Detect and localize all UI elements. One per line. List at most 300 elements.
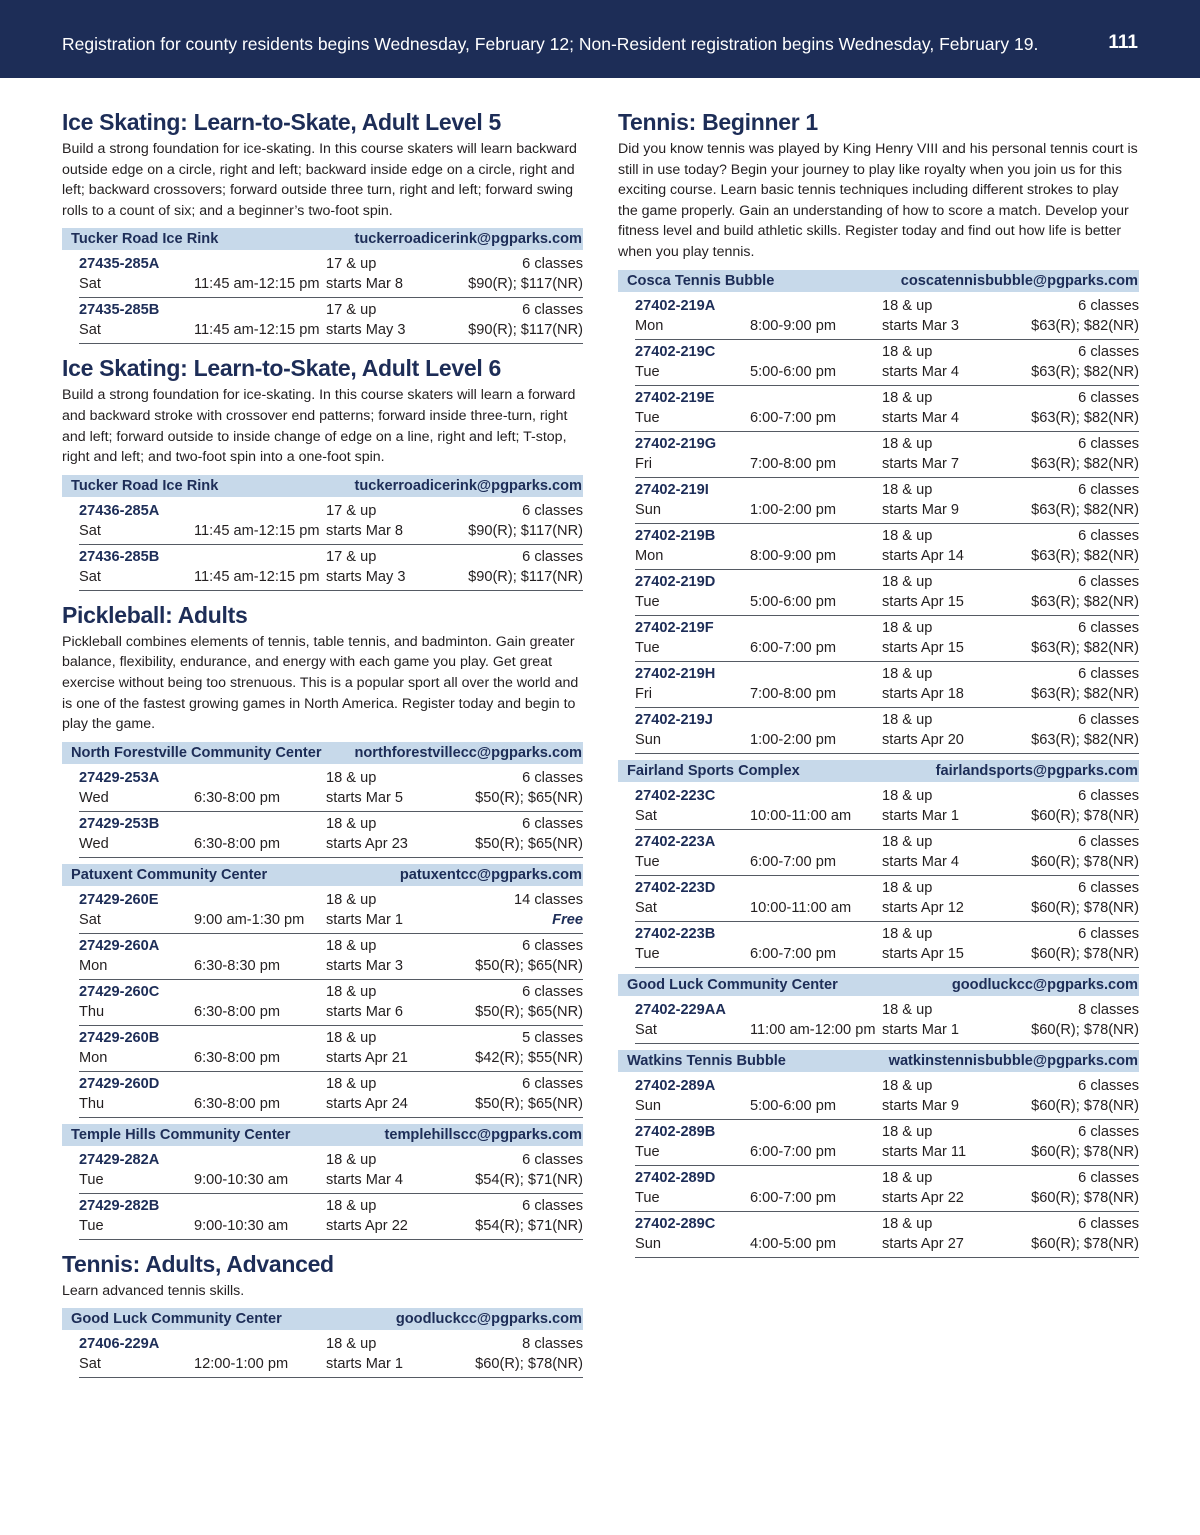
session-day: Wed [79, 835, 109, 852]
course-code: 27402-223C [635, 787, 716, 804]
session-day: Sat [79, 322, 101, 339]
course-code: 27429-253A [79, 769, 160, 786]
location-email-link[interactable]: coscatennisbubble@pgparks.com [900, 272, 1138, 289]
session-day: Sat [635, 1021, 657, 1038]
session-day: Sat [79, 911, 101, 928]
session-time: 4:00-5:00 pm [750, 1235, 836, 1252]
session-time: 6:30-8:00 pm [194, 1095, 280, 1112]
class-count: 6 classes [522, 256, 583, 273]
session-fee: $60(R); $78(NR) [1031, 945, 1139, 962]
age-range: 18 & up [882, 435, 933, 452]
age-range: 18 & up [326, 891, 377, 908]
session-day: Sat [635, 899, 657, 916]
session-row [79, 888, 583, 934]
session-fee: $50(R); $65(NR) [475, 789, 583, 806]
class-count: 6 classes [1078, 833, 1139, 850]
session-time: 6:00-7:00 pm [750, 1189, 836, 1206]
class-count: 6 classes [1078, 343, 1139, 360]
session-fee: $60(R); $78(NR) [1031, 1097, 1139, 1114]
session-fee: $60(R); $78(NR) [1031, 807, 1139, 824]
session-day: Tue [79, 1171, 104, 1188]
session-time: 8:00-9:00 pm [750, 317, 836, 334]
age-range: 18 & up [882, 389, 933, 406]
location-header [62, 1308, 583, 1330]
age-range: 18 & up [326, 769, 377, 786]
class-count: 6 classes [1078, 481, 1139, 498]
session-time: 5:00-6:00 pm [750, 363, 836, 380]
course-code: 27402-229AA [635, 1001, 726, 1018]
location-email-link[interactable]: goodluckcc@pgparks.com [395, 1311, 582, 1328]
course-code: 27402-289B [635, 1123, 716, 1140]
course-title: Ice Skating: Learn-to-Skate, Adult Level 6 [62, 355, 501, 382]
session-fee: $60(R); $78(NR) [1031, 1021, 1139, 1038]
location-email-link[interactable]: northforestvillecc@pgparks.com [354, 744, 582, 761]
course-title: Pickleball: Adults [62, 601, 248, 628]
age-range: 18 & up [882, 619, 933, 636]
location-email-link[interactable]: tuckerroadicerink@pgparks.com [354, 231, 582, 248]
session-fee: Free [552, 911, 583, 928]
start-date: starts Mar 8 [326, 522, 404, 539]
start-date: starts May 3 [326, 322, 406, 339]
location-header [62, 1124, 583, 1146]
course-code: 27402-219B [635, 527, 716, 544]
age-range: 18 & up [882, 665, 933, 682]
session-time: 5:00-6:00 pm [750, 593, 836, 610]
start-date: starts Apr 22 [326, 1217, 408, 1234]
class-count: 6 classes [1078, 619, 1139, 636]
location-name: Fairland Sports Complex [627, 762, 800, 779]
course-code: 27402-289D [635, 1169, 716, 1186]
class-count: 14 classes [514, 891, 583, 908]
session-fee: $60(R); $78(NR) [1031, 899, 1139, 916]
session-day: Sat [635, 807, 657, 824]
session-row [635, 876, 1139, 922]
session-row [635, 922, 1139, 968]
class-count: 8 classes [522, 1336, 583, 1353]
start-date: starts Apr 21 [326, 1049, 408, 1066]
session-day: Tue [635, 639, 660, 656]
session-list [618, 784, 1139, 968]
class-count: 6 classes [522, 502, 583, 519]
location-name: Tucker Road Ice Rink [71, 231, 219, 248]
class-count: 6 classes [1078, 711, 1139, 728]
start-date: starts Apr 27 [882, 1235, 964, 1252]
age-range: 18 & up [882, 1169, 933, 1186]
location-email-link[interactable]: goodluckcc@pgparks.com [951, 976, 1138, 993]
start-date: starts Mar 1 [326, 1356, 404, 1373]
location-header [618, 270, 1139, 292]
start-date: starts May 3 [326, 568, 406, 585]
session-fee: $63(R); $82(NR) [1031, 501, 1139, 518]
location-header [618, 974, 1139, 996]
class-count: 6 classes [522, 769, 583, 786]
course-code: 27406-229A [79, 1336, 160, 1353]
session-fee: $63(R); $82(NR) [1031, 455, 1139, 472]
session-day: Sun [635, 501, 661, 518]
course-description: Learn advanced tennis skills. [62, 1282, 245, 1299]
session-fee: $60(R); $78(NR) [1031, 853, 1139, 870]
session-day: Fri [635, 455, 653, 472]
session-day: Tue [635, 1189, 660, 1206]
session-list [618, 1074, 1139, 1258]
session-fee: $50(R); $65(NR) [475, 957, 583, 974]
session-row [79, 298, 583, 344]
class-count: 6 classes [1078, 1215, 1139, 1232]
age-range: 18 & up [882, 1123, 933, 1140]
course-code: 27435-285A [79, 256, 160, 273]
session-day: Sat [79, 568, 101, 585]
session-fee: $54(R); $71(NR) [475, 1171, 583, 1188]
start-date: starts Mar 6 [326, 1003, 404, 1020]
age-range: 18 & up [326, 937, 377, 954]
session-day: Sat [79, 1356, 101, 1373]
course-code: 27402-219E [635, 389, 715, 406]
age-range: 18 & up [882, 879, 933, 896]
start-date: starts Apr 22 [882, 1189, 964, 1206]
course-code: 27429-253B [79, 815, 160, 832]
age-range: 17 & up [326, 548, 377, 565]
session-day: Tue [635, 363, 660, 380]
age-range: 17 & up [326, 502, 377, 519]
session-day: Mon [79, 1049, 108, 1066]
session-day: Sun [635, 1097, 661, 1114]
session-row [635, 1212, 1139, 1258]
course-description: Did you know tennis was played by King Henry VIII and his personal tennis court is still in use today? Begin your journey to play like royalty when you join us for this exciting course. Learn basic tennis techniques including different strokes to play the game properly. Gain an understanding of how to score a match. Develop your fitness level and build athletic skills. Register today and find out how life is better when you play tennis. [618, 141, 1138, 260]
session-time: 7:00-8:00 pm [750, 685, 836, 702]
location-email-link[interactable]: watkinstennisbubble@pgparks.com [888, 1052, 1138, 1069]
age-range: 18 & up [882, 1215, 933, 1232]
course-section [62, 601, 583, 1240]
session-fee: $60(R); $78(NR) [475, 1356, 583, 1373]
session-list [618, 998, 1139, 1044]
session-time: 6:30-8:00 pm [194, 1049, 280, 1066]
session-list [62, 1148, 583, 1240]
age-range: 18 & up [882, 573, 933, 590]
start-date: starts Apr 15 [882, 945, 964, 962]
session-fee: $63(R); $82(NR) [1031, 547, 1139, 564]
course-section [62, 1250, 583, 1379]
course-code: 27402-289C [635, 1215, 716, 1232]
age-range: 18 & up [882, 1001, 933, 1018]
session-fee: $63(R); $82(NR) [1031, 593, 1139, 610]
location-header [618, 1050, 1139, 1072]
age-range: 18 & up [882, 787, 933, 804]
session-day: Thu [79, 1095, 105, 1112]
class-count: 6 classes [1078, 297, 1139, 314]
session-fee: $90(R); $117(NR) [468, 568, 583, 585]
session-time: 11:45 am-12:15 pm [194, 276, 320, 293]
session-fee: $60(R); $78(NR) [1031, 1143, 1139, 1160]
session-time: 1:00-2:00 pm [750, 501, 836, 518]
session-fee: $63(R); $82(NR) [1031, 731, 1139, 748]
session-time: 6:30-8:00 pm [194, 789, 280, 806]
start-date: starts Apr 24 [326, 1095, 408, 1112]
age-range: 17 & up [326, 302, 377, 319]
session-day: Mon [79, 957, 108, 974]
registration-banner [0, 0, 1200, 78]
session-row [79, 1072, 583, 1118]
age-range: 18 & up [326, 1151, 377, 1168]
location-name: Cosca Tennis Bubble [627, 272, 775, 289]
session-time: 6:00-7:00 pm [750, 639, 836, 656]
course-code: 27402-219H [635, 665, 716, 682]
session-fee: $50(R); $65(NR) [475, 835, 583, 852]
session-day: Tue [79, 1217, 104, 1234]
session-day: Tue [635, 945, 660, 962]
course-code: 27402-219A [635, 297, 716, 314]
session-day: Wed [79, 789, 109, 806]
location-name: Patuxent Community Center [71, 866, 268, 883]
course-code: 27436-285B [79, 548, 160, 565]
age-range: 17 & up [326, 256, 377, 273]
course-code: 27402-219G [635, 435, 717, 452]
session-row [635, 830, 1139, 876]
session-time: 9:00-10:30 am [194, 1217, 289, 1234]
session-day: Mon [635, 317, 664, 334]
start-date: starts Apr 12 [882, 899, 964, 916]
location-header [62, 742, 583, 764]
session-row [635, 1166, 1139, 1212]
session-time: 1:00-2:00 pm [750, 731, 836, 748]
location-name: Temple Hills Community Center [71, 1126, 291, 1143]
session-time: 10:00-11:00 am [750, 899, 852, 916]
registration-notice: Registration for county residents begins Wednesday, February 12; Non-Resident registration begins Wednesday, February 19. [62, 34, 1039, 54]
class-count: 6 classes [1078, 787, 1139, 804]
start-date: starts Mar 11 [882, 1143, 967, 1160]
start-date: starts Mar 4 [326, 1171, 404, 1188]
session-list [62, 252, 583, 344]
course-title: Ice Skating: Learn-to-Skate, Adult Level 5 [62, 109, 501, 135]
course-description: Build a strong foundation for ice-skating. In this course skaters will learn backward outside edge on a circle, right and left; backward inside edge on a circle, right and left; backward crossovers; forward outside three turn, right and left; forward swing rolls to a count of six; and a beginner’s two-foot spin. [62, 141, 577, 219]
location-header [62, 475, 583, 497]
class-count: 6 classes [522, 1197, 583, 1214]
location-name: North Forestville Community Center [71, 744, 322, 761]
class-count: 6 classes [1078, 879, 1139, 896]
location-email-link[interactable]: tuckerroadicerink@pgparks.com [354, 477, 582, 494]
start-date: starts Mar 3 [882, 317, 960, 334]
session-day: Fri [635, 685, 653, 702]
course-code: 27402-289A [635, 1077, 716, 1094]
course-code: 27402-219D [635, 573, 716, 590]
course-code: 27429-282A [79, 1151, 160, 1168]
start-date: starts Mar 7 [882, 455, 960, 472]
course-code: 27402-223B [635, 925, 716, 942]
class-count: 6 classes [1078, 435, 1139, 452]
course-code: 27402-223D [635, 879, 716, 896]
start-date: starts Apr 14 [882, 547, 964, 564]
session-list [62, 1332, 583, 1378]
class-count: 6 classes [522, 937, 583, 954]
session-list [62, 888, 583, 1118]
course-code: 27429-260D [79, 1075, 160, 1092]
session-fee: $63(R); $82(NR) [1031, 639, 1139, 656]
course-code: 27429-260A [79, 937, 160, 954]
course-description: Build a strong foundation for ice-skating. In this course skaters will learn a forward and backward stroke with crossover end patterns; forward inside three-turn, right and left; forward outside to inside change of edge on a line, right and left; T-stop, right and left; and two-foot spin into a one-foot spin. [62, 387, 576, 466]
course-section [62, 108, 583, 344]
age-range: 18 & up [326, 1197, 377, 1214]
location-email-link[interactable]: fairlandsports@pgparks.com [935, 762, 1138, 779]
start-date: starts Mar 4 [882, 363, 960, 380]
class-count: 6 classes [1078, 1077, 1139, 1094]
start-date: starts Mar 8 [326, 276, 404, 293]
session-fee: $63(R); $82(NR) [1031, 685, 1139, 702]
session-fee: $54(R); $71(NR) [475, 1217, 583, 1234]
course-code: 27429-282B [79, 1197, 160, 1214]
session-row [79, 545, 583, 591]
session-time: 6:30-8:30 pm [194, 957, 280, 974]
session-row [79, 1026, 583, 1072]
session-fee: $63(R); $82(NR) [1031, 317, 1139, 334]
session-time: 5:00-6:00 pm [750, 1097, 836, 1114]
session-row [635, 662, 1139, 708]
session-fee: $63(R); $82(NR) [1031, 409, 1139, 426]
class-count: 6 classes [522, 815, 583, 832]
course-code: 27436-285A [79, 502, 160, 519]
course-section [618, 108, 1139, 1258]
start-date: starts Mar 4 [882, 409, 960, 426]
start-date: starts Apr 15 [882, 593, 964, 610]
age-range: 18 & up [882, 343, 933, 360]
session-row [79, 252, 583, 298]
location-name: Tucker Road Ice Rink [71, 477, 219, 494]
course-code: 27429-260B [79, 1029, 160, 1046]
age-range: 18 & up [326, 1075, 377, 1092]
class-count: 6 classes [522, 1151, 583, 1168]
session-day: Tue [635, 1143, 660, 1160]
class-count: 5 classes [522, 1029, 583, 1046]
class-count: 6 classes [522, 983, 583, 1000]
session-row [79, 1332, 583, 1378]
start-date: starts Mar 1 [326, 911, 404, 928]
session-row [635, 386, 1139, 432]
session-row [79, 1194, 583, 1240]
age-range: 18 & up [882, 481, 933, 498]
class-count: 6 classes [1078, 573, 1139, 590]
class-count: 6 classes [1078, 925, 1139, 942]
session-row [635, 784, 1139, 830]
right-column [618, 108, 1139, 1268]
course-code: 27435-285B [79, 302, 160, 319]
session-fee: $50(R); $65(NR) [475, 1003, 583, 1020]
class-count: 6 classes [522, 548, 583, 565]
left-column [62, 108, 583, 1388]
session-row [635, 478, 1139, 524]
location-email-link[interactable]: templehillscc@pgparks.com [384, 1126, 582, 1143]
session-time: 12:00-1:00 pm [194, 1356, 289, 1373]
session-time: 6:00-7:00 pm [750, 409, 836, 426]
location-name: Good Luck Community Center [71, 1311, 282, 1328]
start-date: starts Mar 4 [882, 853, 960, 870]
location-header [62, 864, 583, 886]
session-time: 11:45 am-12:15 pm [194, 322, 320, 339]
session-day: Sun [635, 731, 661, 748]
session-time: 10:00-11:00 am [750, 807, 852, 824]
course-code: 27402-219I [635, 481, 709, 498]
session-row [635, 570, 1139, 616]
start-date: starts Mar 9 [882, 1097, 960, 1114]
course-code: 27402-219C [635, 343, 716, 360]
start-date: starts Mar 9 [882, 501, 960, 518]
session-day: Sat [79, 522, 101, 539]
session-row [635, 1120, 1139, 1166]
class-count: 6 classes [1078, 1123, 1139, 1140]
course-title: Tennis: Adults, Advanced [62, 1250, 334, 1277]
start-date: starts Apr 20 [882, 731, 964, 748]
session-list [618, 294, 1139, 754]
location-name: Watkins Tennis Bubble [627, 1052, 786, 1069]
session-day: Sat [79, 276, 101, 293]
session-time: 9:00-10:30 am [194, 1171, 289, 1188]
start-date: starts Apr 18 [882, 685, 964, 702]
session-row [79, 766, 583, 812]
session-time: 11:45 am-12:15 pm [194, 568, 320, 585]
start-date: starts Mar 1 [882, 807, 960, 824]
class-count: 6 classes [1078, 389, 1139, 406]
session-row [635, 998, 1139, 1044]
session-row [635, 1074, 1139, 1120]
start-date: starts Mar 5 [326, 789, 404, 806]
session-fee: $42(R); $55(NR) [475, 1049, 583, 1066]
course-code: 27402-219F [635, 619, 714, 636]
session-row [635, 616, 1139, 662]
class-count: 6 classes [1078, 527, 1139, 544]
session-row [79, 1148, 583, 1194]
class-count: 6 classes [522, 302, 583, 319]
session-day: Tue [635, 593, 660, 610]
session-fee: $63(R); $82(NR) [1031, 363, 1139, 380]
session-fee: $90(R); $117(NR) [468, 522, 583, 539]
session-row [635, 294, 1139, 340]
session-row [79, 934, 583, 980]
page-number: 111 [1108, 32, 1138, 53]
session-day: Tue [635, 853, 660, 870]
session-day: Tue [635, 409, 660, 426]
age-range: 18 & up [882, 297, 933, 314]
session-row [635, 432, 1139, 478]
session-time: 6:00-7:00 pm [750, 1143, 836, 1160]
session-time: 6:30-8:00 pm [194, 1003, 280, 1020]
session-row [79, 980, 583, 1026]
session-time: 8:00-9:00 pm [750, 547, 836, 564]
session-row [635, 524, 1139, 570]
course-title: Tennis: Beginner 1 [618, 109, 818, 135]
age-range: 18 & up [882, 711, 933, 728]
session-time: 11:00 am-12:00 pm [750, 1021, 876, 1038]
session-time: 9:00 am-1:30 pm [194, 911, 305, 928]
location-header [62, 228, 583, 250]
course-description: Pickleball combines elements of tennis, table tennis, and badminton. Gain greater balance, flexibility, endurance, and energy with each game you play. Get great exercise without being too strenuous. This is a popular sport all over the world and is one of the fastest growing games in North America. Register today and begin to play the game. [62, 633, 579, 733]
session-time: 6:00-7:00 pm [750, 853, 836, 870]
class-count: 6 classes [1078, 1169, 1139, 1186]
session-row [635, 340, 1139, 386]
age-range: 18 & up [326, 815, 377, 832]
age-range: 18 & up [882, 527, 933, 544]
location-email-link[interactable]: patuxentcc@pgparks.com [399, 866, 582, 883]
session-fee: $60(R); $78(NR) [1031, 1189, 1139, 1206]
session-fee: $60(R); $78(NR) [1031, 1235, 1139, 1252]
age-range: 18 & up [882, 833, 933, 850]
course-code: 27429-260C [79, 983, 160, 1000]
session-day: Mon [635, 547, 664, 564]
course-section [62, 354, 583, 590]
location-header [618, 760, 1139, 782]
session-row [635, 708, 1139, 754]
class-count: 8 classes [1078, 1001, 1139, 1018]
location-name: Good Luck Community Center [627, 976, 838, 993]
course-code: 27429-260E [79, 891, 159, 908]
session-list [62, 499, 583, 591]
session-day: Thu [79, 1003, 105, 1020]
